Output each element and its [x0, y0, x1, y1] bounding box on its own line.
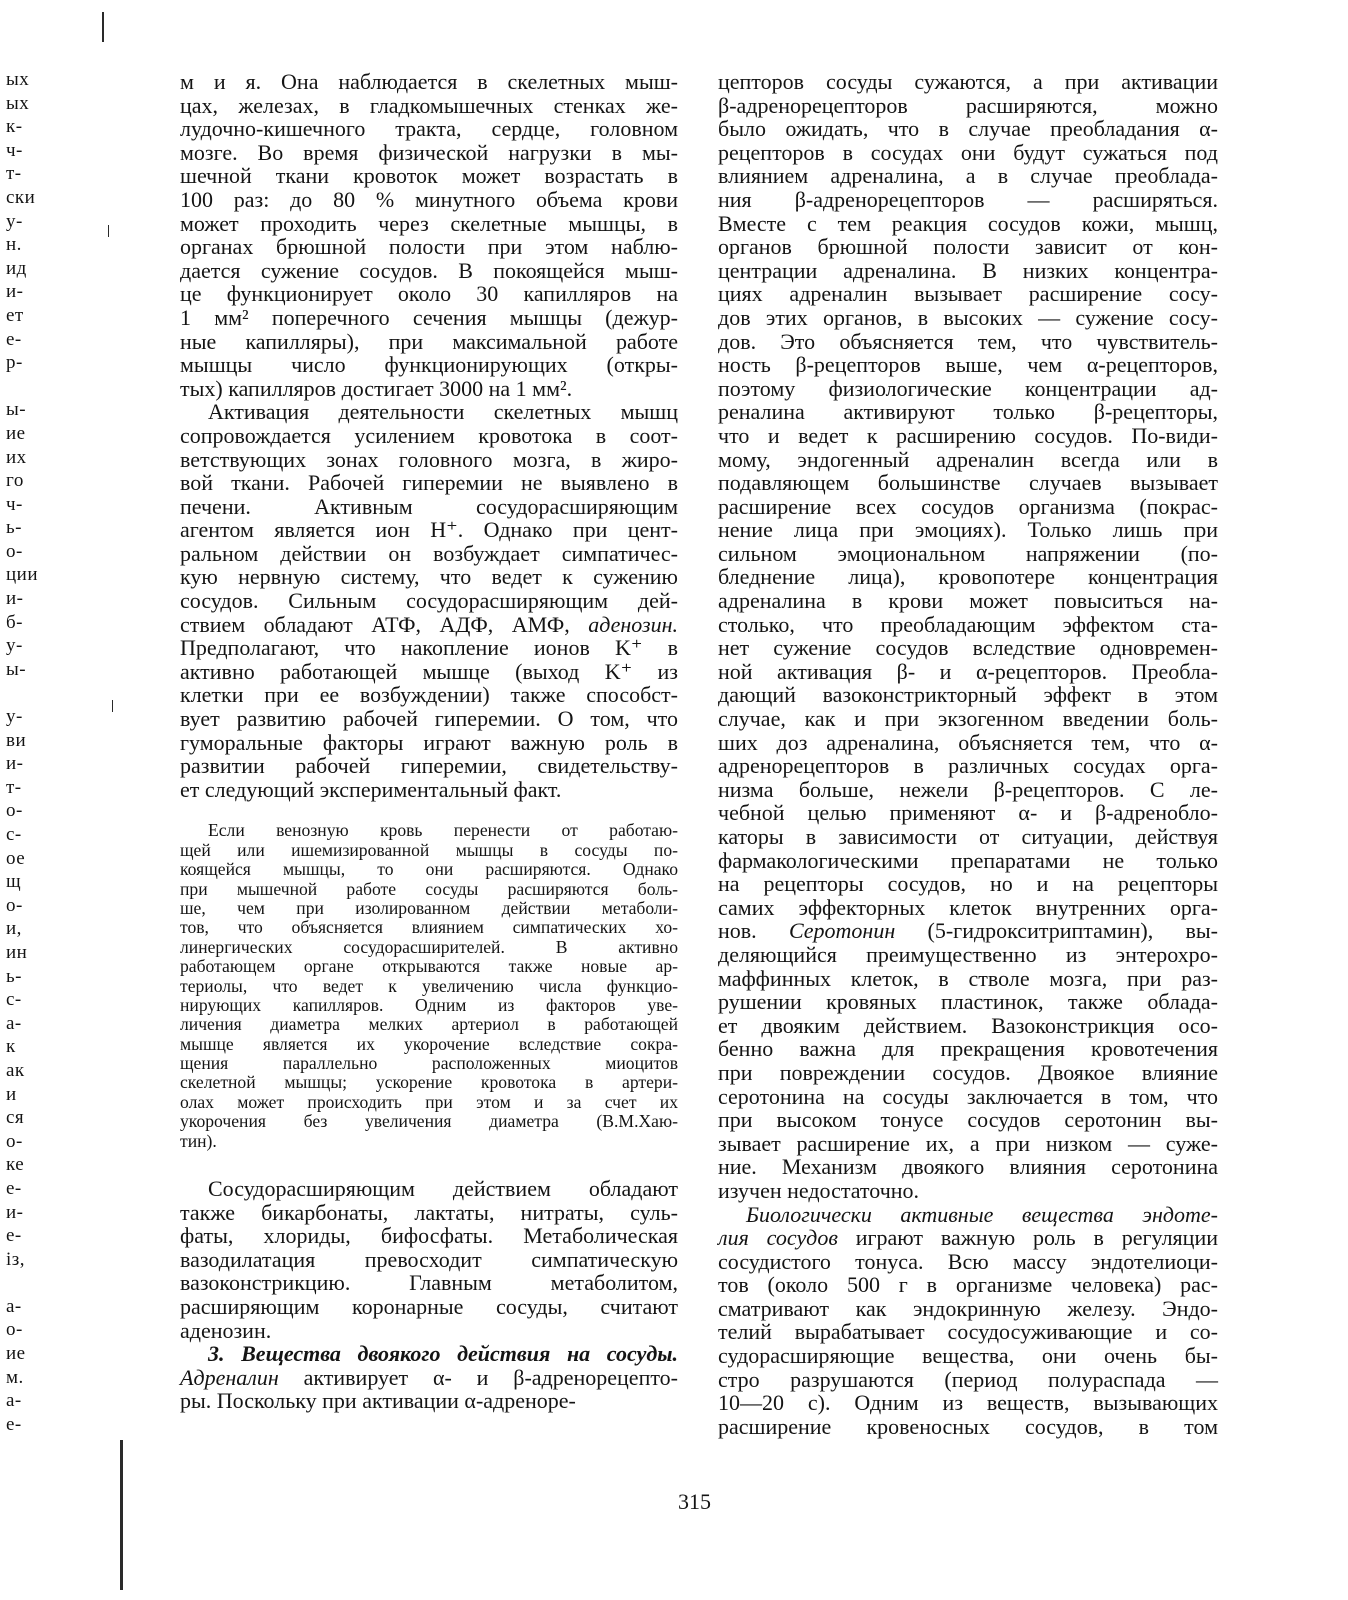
text-line: органах брюшной полости при этом наблю- — [180, 234, 678, 260]
bleed-fragment: із, — [6, 1248, 26, 1270]
text-line: ветствующих зонах головного мозга, в жиро- — [180, 446, 678, 472]
text-line: β-адренорецепторов расширяются, можно — [718, 92, 1218, 118]
bleed-fragment: ь- — [6, 965, 22, 987]
text-line: влиянием адреналина, а в случае преоблада- — [718, 163, 1218, 189]
paragraph-adrenaline-receptors — [718, 70, 1218, 919]
bleed-fragment: а- — [6, 1295, 22, 1317]
bleed-fragment: ски — [6, 186, 36, 208]
left-column — [180, 70, 678, 1413]
text-line: цах, железах, в гладкомышечных стенках же- — [180, 92, 678, 118]
text-line: ше, чем при изолированном действии метаболи- — [180, 897, 678, 918]
text-line: сосудов. Сильным сосудорасширяющим дей- — [180, 588, 678, 614]
paragraph-muscle-blood-flow — [180, 70, 678, 400]
text-line: тых) капилляров достигает 3000 на 1 мм². — [180, 375, 573, 401]
text-line: Сосудорасширяющим действием обладают — [208, 1176, 678, 1202]
text-line: сильном эмоциональном напряжении (по- — [718, 540, 1218, 566]
text-line: органов брюшной полости зависит от кон- — [718, 234, 1218, 260]
text-line: кую нервную систему, что ведет к сужению — [180, 564, 678, 590]
bleed-fragment: их — [6, 446, 27, 468]
bleed-fragment: о- — [6, 894, 23, 916]
bleed-fragment: о- — [6, 540, 23, 562]
text-line: циях адреналин вызывает расширение сосу- — [718, 281, 1218, 307]
text-line: ших доз адреналина, объясняется тем, что α- — [718, 729, 1218, 755]
bleed-fragment: м. — [6, 1366, 24, 1388]
paragraph-experiment-note — [180, 821, 678, 1151]
text-line: стро разрушаются (период полураспада — — [718, 1366, 1218, 1392]
right-column — [718, 70, 1218, 1438]
bleed-fragment: ет — [6, 304, 24, 326]
bleed-fragment: щ — [6, 871, 22, 893]
text-line: развитии рабочей гиперемии, свидетельству- — [180, 753, 678, 779]
text-line: мому, эндогенный адреналин всегда или в — [718, 446, 1218, 472]
bleed-fragment: ции — [6, 564, 39, 586]
text-line: агентом является ион H⁺. Однако при цент- — [180, 517, 678, 543]
bleed-fragment — [6, 375, 46, 399]
text-line: ет двояким действием. Вазоконстрикция осо- — [718, 1012, 1218, 1038]
text-line: коящейся мышцы, то они расширяются. Однако — [180, 859, 678, 880]
bleed-fragment: ы- — [6, 399, 27, 421]
bleed-fragment: ое — [6, 847, 26, 869]
text-line: при высоком тонусе сосудов серотонин вы- — [718, 1107, 1218, 1133]
bleed-fragment: ин — [6, 941, 28, 963]
text-line: сматривают как эндокринную железу. Эндо- — [718, 1295, 1218, 1321]
paragraph-dual-action — [180, 1342, 678, 1413]
text-line: чебной целью применяют α- и β-адренобло- — [718, 800, 1218, 826]
bleed-fragment: ак — [6, 1059, 25, 1081]
text-line: тов, что объясняется влиянием симпатических хо- — [180, 917, 678, 938]
text-line: фармакологическими препаратами не только — [718, 847, 1218, 873]
bleed-fragment: ви — [6, 729, 27, 751]
text-line: каторы в зависимости от ситуации, действуя — [718, 824, 1218, 849]
text-line: также бикарбонаты, лактаты, нитраты, суль- — [180, 1199, 678, 1225]
scan-mark-bottom — [120, 1440, 123, 1590]
text-line: серотонина на сосуды заключается в том, что — [718, 1083, 1218, 1109]
text-line: маффинных клеток, в стволе мозга, при раз- — [718, 965, 1218, 991]
text-line: ет следующий экспериментальный факт. — [180, 776, 562, 802]
text-line: на рецепторы сосудов, но и на рецепторы — [718, 871, 1218, 897]
scan-tick — [112, 700, 113, 712]
text-line: щей или ишемизированной мышцы в сосуды по- — [180, 839, 678, 860]
bleed-fragment: с- — [6, 989, 22, 1011]
text-line: ствием обладают АТФ, АДФ, АМФ, аденозин. — [180, 611, 678, 637]
text-line: сопровождается усилением кровотока в соот- — [180, 422, 678, 448]
text-line: м и я. Она наблюдается в скелетных мыш- — [180, 69, 678, 94]
bleed-fragment: ид — [6, 257, 27, 279]
text-line: бенно важна для прекращения кровотечения — [718, 1036, 1218, 1062]
text-line: ния β-адренорецепторов — расширяться. — [718, 186, 1218, 212]
text-line: столько, что преобладающим эффектом ста- — [718, 611, 1218, 637]
text-line: нение лица при эмоциях). Только лишь при — [718, 517, 1218, 543]
text-line: щения параллельно расположенных миоцитов — [180, 1053, 678, 1074]
text-line: адреналина в крови может повыситься на- — [718, 588, 1218, 614]
scan-tick — [108, 225, 109, 237]
text-line: поэтому физиологические концентрации ад- — [718, 375, 1218, 401]
bleed-fragment: к- — [6, 116, 23, 138]
bleed-fragment: ых — [6, 69, 30, 90]
text-line: реналина активируют только β-рецепторы, — [718, 399, 1218, 425]
text-line: подавляющем большинстве случаев вызывает — [718, 470, 1218, 496]
bleed-fragment — [6, 681, 46, 705]
text-line: 10—20 с). Одним из веществ, вызывающих — [718, 1390, 1218, 1416]
text-line: работающем органе открываются также новые ар- — [180, 956, 678, 977]
paragraph-endothelium: Биологически активные вещества эндоте- лия сосудов играют важную роль в регуляции — [718, 1201, 1218, 1251]
bleed-fragment: ы- — [6, 658, 27, 680]
text-line: зывает расширение их, а при низком — суже- — [718, 1130, 1218, 1156]
text-line: ной активация β- и α-рецепторов. Преобла- — [718, 658, 1218, 684]
text-line: ные капилляры), при максимальной работе — [180, 328, 678, 354]
text-line: случае, как и при экзогенном введении боль- — [718, 706, 1218, 732]
bleed-fragment: о- — [6, 1319, 23, 1341]
text-line: скелетной мышцы; ускорение кровотока в артери- — [180, 1072, 678, 1093]
adrenaline-line: Адреналин активирует α- и β-адренорецепто- — [180, 1364, 678, 1390]
bleed-fragment: е- — [6, 1177, 22, 1199]
text-line: дается сужение сосудов. В покоящейся мыш- — [180, 257, 678, 283]
section-heading: 3. Вещества двоякого действия на сосуды. — [208, 1341, 678, 1367]
bleed-fragment: ч- — [6, 139, 23, 161]
text-line: ние. Механизм двоякого влияния серотонина — [718, 1154, 1218, 1180]
bleed-fragment: ие — [6, 422, 26, 444]
text-line: расширяющим коронарные сосуды, считают — [180, 1294, 678, 1320]
bleed-fragment: ся — [6, 1107, 25, 1129]
text-line: при повреждении сосудов. Двоякое влияние — [718, 1059, 1218, 1085]
bleed-fragment: е- — [6, 1413, 22, 1435]
bleed-fragment — [6, 1271, 46, 1295]
text-line: рецепторов в сосудах они будут сужаться под — [718, 139, 1218, 165]
bleed-fragment: с- — [6, 824, 22, 845]
text-line: ность β-рецепторов выше, чем α-рецепторов, — [718, 352, 1218, 378]
text-line: клетки при ее возбуждении) также способст- — [180, 682, 678, 708]
bleed-fragment: т- — [6, 776, 22, 798]
text-line: мышцы число функционирующих (откры- — [180, 352, 678, 378]
text-line: мышце является их укорочение вследствие сокра- — [180, 1033, 678, 1054]
scan-mark-top — [102, 12, 104, 42]
text-line: териолы, что ведет к увеличению числа функцио- — [180, 975, 678, 996]
text-line: деляющийся преимущественно из энтерохро- — [718, 941, 1218, 967]
text-line: дов. Это объясняется тем, что чувствитель- — [718, 328, 1218, 354]
text-line: фаты, хлориды, бифосфаты. Метаболическая — [180, 1223, 678, 1249]
text-line: что и ведет к расширению сосудов. По-види- — [718, 422, 1218, 448]
bleed-fragment: у- — [6, 210, 23, 232]
text-line: лудочно-кишечного тракта, сердце, головном — [180, 116, 678, 142]
paragraph-skeletal-muscle-activation — [180, 400, 678, 801]
bleed-fragment: у- — [6, 635, 23, 657]
text-line: самих эффекторных клеток внутренних орга- — [718, 894, 1218, 920]
text-line: активно работающей мышце (выход K⁺ из — [180, 658, 678, 684]
text-line: расширение всех сосудов организма (покрас- — [718, 493, 1218, 519]
bleed-fragment: го — [6, 470, 24, 492]
bleed-fragment: ч- — [6, 493, 23, 515]
text-line: было ожидать, что в случае преобладания α- — [718, 116, 1218, 142]
text-line: судорасширяющие вещества, они очень бы- — [718, 1343, 1218, 1369]
text-line: аденозин. — [180, 1317, 272, 1343]
text-line: вазодилатация превосходит симпатическую — [180, 1246, 678, 1272]
text-line: дающий вазоконстрикторный эффект в этом — [718, 682, 1218, 708]
text-line: 100 раз: до 80 % минутного объема крови — [180, 186, 678, 212]
text-line: це функционирует около 30 капилляров на — [180, 281, 678, 307]
bleed-fragment: е- — [6, 1225, 22, 1247]
text-line: адренорецепторов в различных сосудах орга- — [718, 753, 1218, 779]
text-line: Вместе с тем реакция сосудов кожи, мышц, — [718, 210, 1218, 236]
bleed-fragment: н. — [6, 234, 22, 256]
text-line: расширение кровеносных сосудов, в том — [718, 1413, 1218, 1439]
text-line: Предполагают, что накопление ионов K⁺ в — [180, 635, 678, 661]
bleed-fragment: и- — [6, 753, 24, 775]
bleed-fragment: а- — [6, 1012, 22, 1034]
text-line: сосудистого тонуса. Всю массу эндотелиоци- — [718, 1248, 1218, 1274]
text-line: нирующих капилляров. Одним из факторов уве- — [180, 994, 678, 1015]
text-line: цепторов сосуды сужаются, а при активации — [718, 69, 1218, 94]
bleed-fragment: о- — [6, 1130, 23, 1152]
text-line: вует развитию рабочей гиперемии. О том, что — [180, 706, 678, 732]
text-line: ральном действии он возбуждает симпатичес- — [180, 540, 678, 566]
bleed-fragment: т- — [6, 163, 22, 185]
text-line: вой ткани. Рабочей гиперемии не выявлено в — [180, 470, 678, 496]
text-line: бледнение лица), кровопотере концентрация — [718, 564, 1218, 590]
paragraph-serotonin — [718, 943, 1218, 1203]
text-line: вазоконстрикцию. Главным метаболитом, — [180, 1270, 678, 1296]
text-line: укорочения без увеличения диаметра (В.М.Хаю- — [180, 1111, 678, 1132]
page-number: 315 — [678, 1489, 711, 1514]
text-line: печени. Активным сосудорасширяющим — [180, 493, 678, 519]
adrenaline-line-2: ры. Поскольку при активации α-адреноре- — [180, 1388, 576, 1414]
bleed-fragment: и- — [6, 281, 24, 303]
paragraph-vasodilators — [180, 1177, 678, 1342]
bleed-fragment: и — [6, 1083, 17, 1105]
text-line: может проходить через скелетные мышцы, в — [180, 210, 678, 236]
text-line: тин). — [180, 1130, 217, 1151]
text-line: при мышечной работе сосуды расширяются боль- — [180, 878, 678, 899]
text-line: 1 мм² поперечного сечения мышцы (дежур- — [180, 304, 678, 330]
bleed-fragment: ь- — [6, 517, 22, 539]
text-line: личения диаметра мелких артериол в работающей — [180, 1014, 678, 1035]
text-line: гуморальные факторы играют важную роль в — [180, 729, 678, 755]
bleed-fragment: и- — [6, 588, 24, 610]
paragraph-endothelium-cont — [718, 1250, 1218, 1439]
bleed-fragment: и, — [6, 918, 22, 940]
text-line: Активация деятельности скелетных мышц — [208, 399, 678, 425]
bleed-fragment: а- — [6, 1390, 22, 1412]
text-line: телий вырабатывает сосудосуживающие и со- — [718, 1319, 1218, 1345]
text-line: рушении кровяных пластинок, также облада- — [718, 989, 1218, 1015]
bleed-fragment: к — [6, 1036, 16, 1058]
bleed-fragment: ие — [6, 1343, 26, 1365]
text-line: олах может происходить при этом и за счет их — [180, 1091, 678, 1112]
text-line: низма больше, нежели β-рецепторов. С ле- — [718, 776, 1218, 802]
text-line: линергических сосудорасширителей. В активно — [180, 936, 678, 957]
bleed-fragment: и- — [6, 1201, 24, 1223]
bleed-fragment: е- — [6, 328, 22, 350]
bleed-fragment: р- — [6, 352, 23, 374]
text-line: центрации адреналина. В низких концентра- — [718, 257, 1218, 283]
text-line: шечной ткани кровоток может возрастать в — [180, 163, 678, 189]
text-line: мозге. Во время физической нагрузки в мы- — [180, 139, 678, 165]
text-line: изучен недостаточно. — [718, 1177, 920, 1203]
bleed-fragment: ке — [6, 1154, 25, 1176]
text-line: дов этих органов, в высоких — сужение сосу- — [718, 304, 1218, 330]
text-line: Если венозную кровь перенести от работаю- — [208, 820, 678, 841]
bleed-fragment: у- — [6, 706, 23, 728]
bleed-fragment: б- — [6, 611, 23, 633]
text-line: тов (около 500 г в организме человека) рас- — [718, 1272, 1218, 1298]
previous-page-bleed — [6, 68, 46, 1436]
bleed-fragment: ых — [6, 92, 30, 114]
bleed-fragment: о- — [6, 800, 23, 822]
text-line: нет сужение сосудов вследствие одновремен- — [718, 635, 1218, 661]
serotonin-line: нов. Серотонин (5-гидрокситриптамин), вы- — [718, 918, 1218, 944]
